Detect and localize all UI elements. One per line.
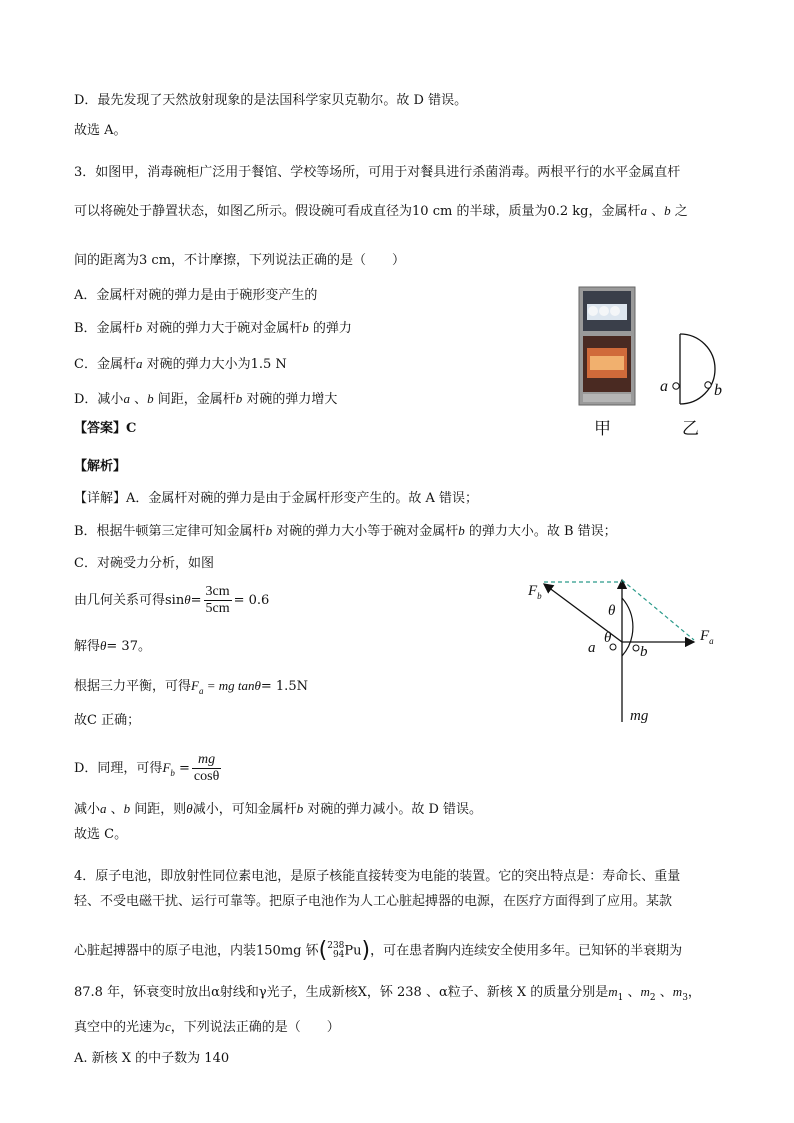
q3-stem-line2: 可以将碗处于静置状态，如图乙所示。假设碗可看成直径为10 cm 的半球，质量为0.2 kg，金属杆a 、b 之 [74, 203, 688, 219]
q4-stem-line2: 轻、不受电磁干扰、运行可靠等。把原子电池作为人工心脏起搏器的电源，在医疗方面得到了应用。某款 [74, 894, 673, 909]
detail-b: B．根据牛顿第三定律可知金属杆b 对碗的弹力大小等于碗对金属杆b 的弹力大小。故 B 错误； [74, 523, 617, 539]
force-rod-a-label: a [588, 640, 596, 656]
q4-stem-line4: 87.8 年，钚衰变时放出α射线和γ光子，生成新核X，钚 238 、α粒子、新核 X 的质量分别是$m_1$ 、$m_2$ 、$m_3$， [74, 984, 701, 1003]
q4-stem-line3: 心脏起搏器中的原子电池，内装150mg 钚( 238 94 Pu)，可在患者胸内连续安全使用多年。已知钚的半衰期为 [74, 938, 683, 963]
force-mg-label: mg [630, 708, 649, 724]
force-fa-label: $F_a$ [700, 628, 714, 646]
geometry-equation: 由几何关系可得sinθ= $\frac{3cm}{5cm}$ = 0.6 [74, 584, 270, 616]
angle-theta-lower: θ [604, 630, 612, 646]
q4-option-a: A. 新核 X 的中子数为 140 [74, 1051, 230, 1066]
q4-stem-line5: 真空中的光速为c，下列说法正确的是（ ） [74, 1019, 340, 1035]
figure-yi-label: 乙 [682, 419, 699, 439]
detail-a: 【详解】A．金属杆对碗的弹力是由于金属杆形变产生的。故 A 错误； [74, 491, 479, 506]
answer-label: 【答案】C [74, 421, 137, 436]
balance-equation: 根据三力平衡，可得$F_a$ = mg tanθ= 1.5N [74, 678, 308, 696]
prev-option-d: D．最先发现了天然放射现象的是法国科学家贝克勒尔。故 D 错误。 [74, 93, 468, 108]
q4-stem-line1: 4．原子电池，即放射性同位素电池，是原子核能直接转变为电能的装置。它的突出特点是：寿命长、重量 [74, 869, 681, 884]
force-fb-label: $F_b$ [528, 583, 542, 601]
q3-stem-line1: 3．如图甲，消毒碗柜广泛用于餐馆、学校等场所，可用于对餐具进行杀菌消毒。两根平行的水平金属直杆 [74, 165, 681, 180]
c-correct: 故C 正确； [74, 713, 141, 728]
prev-answer-choice: 故选 A。 [74, 123, 127, 138]
angle-theta-upper: θ [608, 603, 616, 619]
rod-b-label: b [714, 382, 722, 399]
detail-d-equation: D．同理，可得$F_b$ = $\frac{mg}{\cos\theta}$ [74, 752, 220, 784]
q3-stem-line3: 间的距离为3 cm，不计摩擦，下列说法正确的是（ ） [74, 253, 406, 268]
force-rod-b-label: b [640, 644, 648, 660]
q3-option-d: D．减小a 、b 间距，金属杆b 对碗的弹力增大 [74, 391, 338, 407]
q3-option-a: A．金属杆对碗的弹力是由于碗形变产生的 [74, 288, 318, 303]
choose-c: 故选 C。 [74, 827, 128, 842]
detail-c-intro: C．对碗受力分析，如图 [74, 556, 214, 571]
bowl-rod-figure [654, 330, 734, 410]
solve-theta: 解得θ= 37。 [74, 638, 151, 654]
q3-option-b: B．金属杆b 对碗的弹力大于碗对金属杆b 的弹力 [74, 320, 352, 336]
decrease-conclusion: 减小a 、b 间距，则θ减小，可知金属杆b 对碗的弹力减小。故 D 错误。 [74, 801, 483, 817]
cabinet-photo [578, 286, 636, 408]
analysis-label: 【解析】 [74, 459, 127, 474]
force-diagram [520, 570, 730, 730]
figure-jia-label: 甲 [594, 419, 611, 439]
q3-option-c: C．金属杆a 对碗的弹力大小为1.5 N [74, 356, 287, 372]
rod-a-label: a [660, 378, 668, 395]
